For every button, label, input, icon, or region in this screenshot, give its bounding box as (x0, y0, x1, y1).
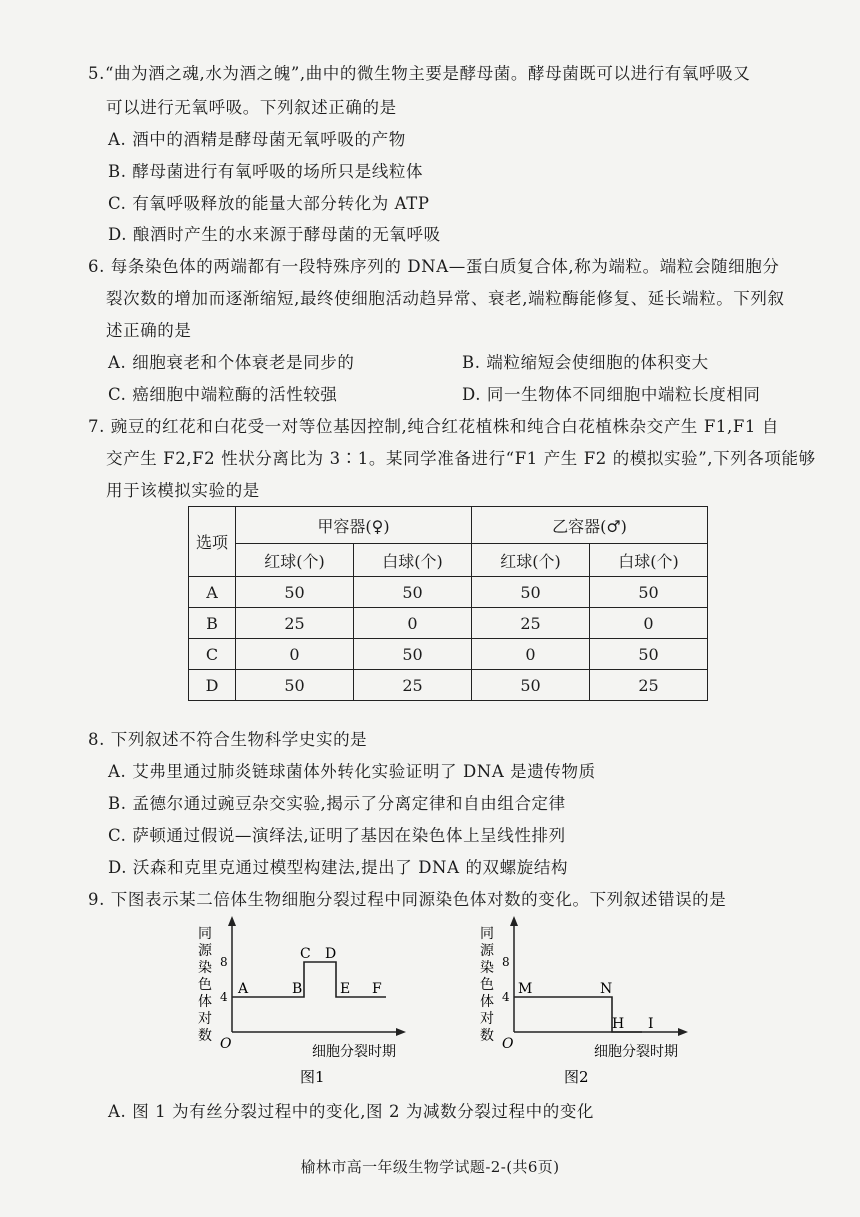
page-footer: 榆林市高一年级生物学试题-2-(共6页) (300, 1158, 560, 1176)
question-6-option-d: D. 同一生物体不同细胞中端粒长度相同 (462, 385, 761, 404)
graph2-point-label: I (648, 1016, 654, 1032)
graph1-xlabel: 细胞分裂时期 (312, 1044, 396, 1060)
table-cell: 50 (354, 577, 472, 608)
graph1-x-arrow (396, 1028, 406, 1036)
question-5-option-b: B. 酵母菌进行有氧呼吸的场所只是线粒体 (108, 162, 424, 181)
table-subheader: 红球(个) (472, 544, 590, 577)
table-cell: 0 (354, 608, 472, 639)
question-8-option-b: B. 孟德尔通过豌豆杂交实验,揭示了分离定律和自由组合定律 (108, 794, 566, 813)
question-6-stem-cont2: 述正确的是 (106, 321, 192, 340)
question-7-stem-cont1: 交产生 F2,F2 性状分离比为 3∶1。某同学准备进行“F1 产生 F2 的模拟实验”,下列各项能够 (106, 449, 816, 468)
table-header-container-a: 甲容器(♀) (236, 507, 472, 544)
question-6-option-a: A. 细胞衰老和个体衰老是同步的 (108, 353, 355, 372)
table-row (189, 639, 708, 670)
question-8-stem: 8. 下列叙述不符合生物科学史实的是 (88, 730, 368, 749)
graph1-ylabel-char: 源 (198, 943, 212, 959)
graph1-origin: O (220, 1036, 232, 1052)
table-cell: 0 (472, 639, 590, 670)
graph1-point-label: B (292, 981, 303, 997)
table-row (189, 608, 708, 639)
question-6-option-b: B. 端粒缩短会使细胞的体积变大 (462, 353, 709, 372)
graph2-ylabel-char: 染 (480, 960, 494, 976)
graph1-ylabel-char: 对 (198, 1011, 212, 1027)
table-cell: 50 (354, 639, 472, 670)
simulation-table (188, 506, 708, 701)
table-row (189, 670, 708, 701)
table-cell: 0 (236, 639, 354, 670)
question-9-option-a: A. 图 1 为有丝分裂过程中的变化,图 2 为减数分裂过程中的变化 (108, 1102, 595, 1121)
graph2-y-arrow (510, 916, 518, 926)
table-cell: 50 (236, 670, 354, 701)
question-9-stem: 9. 下图表示某二倍体生物细胞分裂过程中同源染色体对数的变化。下列叙述错误的是 (88, 890, 727, 909)
graph1-ylabel-char: 色 (198, 977, 212, 993)
question-8-option-d: D. 沃森和克里克通过模型构建法,提出了 DNA 的双螺旋结构 (108, 858, 569, 877)
table-cell: 25 (354, 670, 472, 701)
figure-1-graph (190, 912, 430, 1092)
table-subheader: 红球(个) (236, 544, 354, 577)
table-cell: 0 (590, 608, 708, 639)
graph1-caption: 图1 (300, 1068, 325, 1086)
question-5-option-a: A. 酒中的酒精是酵母菌无氧呼吸的产物 (108, 130, 406, 149)
graph2-ylabel-char: 体 (480, 994, 494, 1010)
question-5-stem: 5.“曲为酒之魂,水为酒之魄”,曲中的微生物主要是酵母菌。酵母菌既可以进行有氧呼吸又 (88, 64, 751, 83)
table-cell: B (189, 608, 236, 639)
graph1-ylabel-char: 同 (198, 926, 212, 942)
graph1-ylabel-char: 染 (198, 960, 212, 976)
graph1-point-label: C (300, 946, 311, 962)
question-5-option-d: D. 酿酒时产生的水来源于酵母菌的无氧呼吸 (108, 225, 441, 244)
graph1-point-label: F (372, 981, 382, 997)
question-8-option-a: A. 艾弗里通过肺炎链球菌体外转化实验证明了 DNA 是遗传物质 (108, 762, 596, 781)
graph2-x-arrow (678, 1028, 688, 1036)
graph2-ylabel-char: 数 (480, 1028, 494, 1044)
table-cell: A (189, 577, 236, 608)
graph1-point-label: E (340, 981, 351, 997)
table-cell: 25 (590, 670, 708, 701)
graph1-point-label: A (238, 981, 249, 997)
table-cell: D (189, 670, 236, 701)
graph2-ylabel-char: 同 (480, 926, 494, 942)
graph1-ytick-8: 8 (220, 955, 228, 969)
table-cell: 50 (236, 577, 354, 608)
graph1-line (232, 962, 386, 997)
graph1-ylabel-char: 体 (198, 994, 212, 1010)
question-8-option-c: C. 萨顿通过假说—演绎法,证明了基因在染色体上呈线性排列 (108, 826, 566, 845)
graph1-y-arrow (228, 916, 236, 926)
graph2-ytick-8: 8 (502, 955, 510, 969)
graph2-ylabel-char: 色 (480, 977, 494, 993)
table-row (189, 577, 708, 608)
graph1-ylabel-char: 数 (198, 1028, 212, 1044)
table-header-option: 选项 (189, 507, 236, 577)
graph2-caption: 图2 (564, 1068, 589, 1086)
table-cell: 25 (472, 608, 590, 639)
graph2-origin: O (502, 1036, 514, 1052)
graph2-ytick-4: 4 (502, 990, 510, 1004)
table-header-container-b: 乙容器(♂) (472, 507, 708, 544)
graph2-point-label: H (612, 1016, 625, 1032)
question-6-option-c: C. 癌细胞中端粒酶的活性较强 (108, 385, 338, 404)
question-6-stem: 6. 每条染色体的两端都有一段特殊序列的 DNA—蛋白质复合体,称为端粒。端粒会随细胞分 (88, 257, 780, 276)
question-5-stem-cont: 可以进行无氧呼吸。下列叙述正确的是 (106, 98, 397, 117)
table-cell: 50 (590, 577, 708, 608)
table-cell: 25 (236, 608, 354, 639)
table-subheader: 白球(个) (590, 544, 708, 577)
figure-2-graph (472, 912, 712, 1092)
table-cell: 50 (472, 577, 590, 608)
graph2-point-label: N (600, 981, 613, 997)
graph2-point-label: M (518, 981, 533, 997)
question-6-stem-cont1: 裂次数的增加而逐渐缩短,最终使细胞活动趋异常、衰老,端粒酶能修复、延长端粒。下列叙 (106, 289, 785, 308)
graph2-ylabel-char: 对 (480, 1011, 494, 1027)
table-cell: C (189, 639, 236, 670)
question-7-stem-cont2: 用于该模拟实验的是 (106, 481, 260, 500)
question-7-stem: 7. 豌豆的红花和白花受一对等位基因控制,纯合红花植株和纯合白花植株杂交产生 F1,F1 自 (88, 417, 779, 436)
table-subheader: 白球(个) (354, 544, 472, 577)
graph2-ylabel-char: 源 (480, 943, 494, 959)
question-5-option-c: C. 有氧呼吸释放的能量大部分转化为 ATP (108, 194, 430, 213)
graph1-ytick-4: 4 (220, 990, 228, 1004)
graph1-point-label: D (325, 946, 337, 962)
table-cell: 50 (472, 670, 590, 701)
graph2-xlabel: 细胞分裂时期 (594, 1044, 678, 1060)
table-cell: 50 (590, 639, 708, 670)
